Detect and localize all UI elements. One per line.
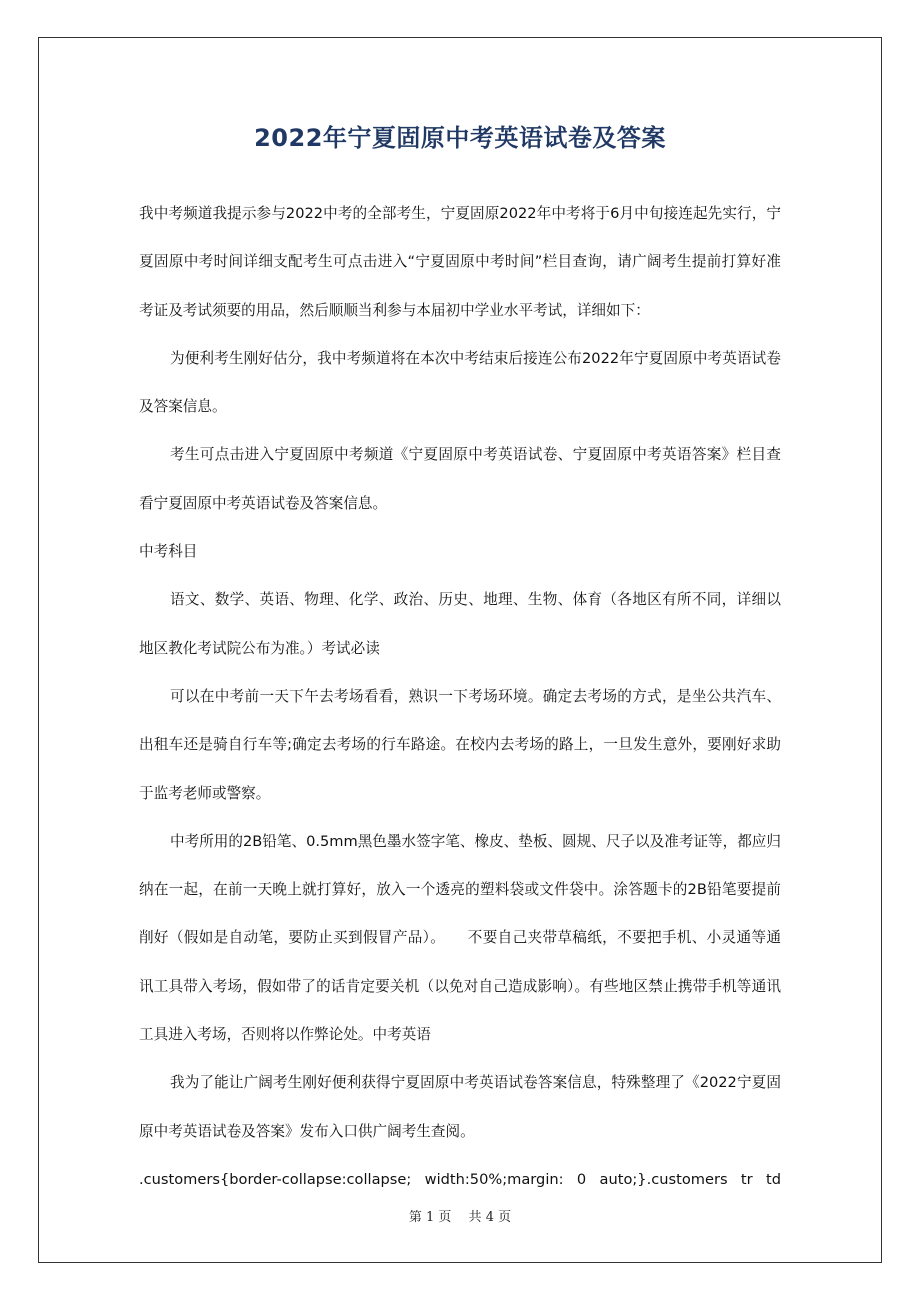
paragraph-intro: 我中考频道我提示参与2022中考的全部考生，宁夏固原2022年中考将于6月中旬接连起先实行，宁夏固原中考时间详细支配考生可点击进入“宁夏固原中考时间”栏目查询，请广阔考生提前打算好准考证及考试须要的用品，然后顺顺当利参与本届初中学业水平考试，详细如下： — [139, 205, 781, 319]
paragraph-visit-venue: 可以在中考前一天下午去考场看看，熟识一下考场环境。确定去考场的方式，是坐公共汽车、出租车还是骑自行车等;确定去考场的行车路途。在校内去考场的路上，一旦发生意外，要刚好求助于监考老师或警察。 — [139, 687, 781, 802]
page-footer: 第 1 页 共 4 页 — [408, 1210, 512, 1225]
document-title: 2022年宁夏固原中考英语试卷及答案 — [254, 124, 666, 152]
section-heading-subjects: 中考科目 — [139, 543, 198, 561]
paragraph-estimate: 为便利考生刚好估分，我中考频道将在本次中考结束后接连公布2022年宁夏固原中考英语试卷及答案信息。 — [139, 349, 781, 416]
paragraph-channel: 考生可点击进入宁夏固原中考频道《宁夏固原中考英语试卷、宁夏固原中考英语答案》栏目查看宁夏固原中考英语试卷及答案信息。 — [139, 446, 781, 512]
paragraph-supplies: 中考所用的2B铅笔、0.5mm黑色墨水签字笔、橡皮、垫板、圆规、尺子以及准考证等，都应归纳在一起，在前一天晚上就打算好，放入一个透亮的塑料袋或文件袋中。涂答题卡的2B铅笔要提前削好（假如是自动笔，要防止买到假冒产品）。 不要自己夹带草稿纸，不要把手机、小灵通等通讯工具带入考场，假如带了的话肯定要关机（以免对自己造成影响）。有些地区禁止携带手机等通讯工具进入考场，否则将以作弊论处。中考英语 — [139, 832, 781, 1044]
paragraph-css-residue: .customers{border-collapse:collapse; width:50%;margin: 0 auto;}.customers tr td — [139, 1170, 781, 1188]
paragraph-release: 我为了能让广阔考生刚好便利获得宁夏固原中考英语试卷答案信息，特殊整理了《2022宁夏固原中考英语试卷及答案》发布入口供广阔考生查阅。 — [139, 1074, 781, 1140]
document-body — [139, 190, 781, 1204]
paragraph-subjects: 语文、数学、英语、物理、化学、政治、历史、地理、生物、体育（各地区有所不同，详细以地区教化考试院公布为准。）考试必读 — [139, 591, 781, 657]
